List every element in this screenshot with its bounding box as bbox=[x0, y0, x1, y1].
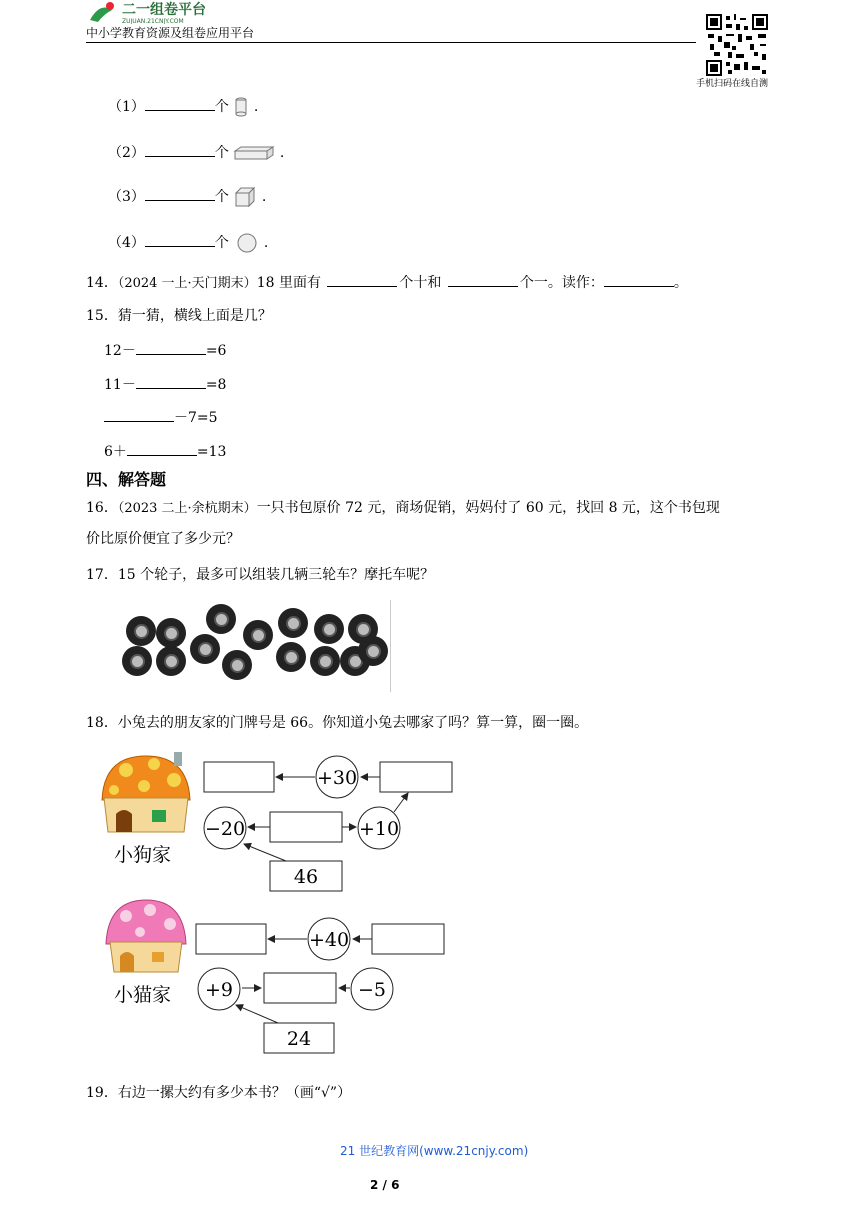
platform-logo bbox=[86, 0, 286, 24]
answer-blank[interactable] bbox=[136, 340, 206, 355]
answer-blank[interactable] bbox=[145, 186, 215, 201]
answer-blank[interactable] bbox=[448, 272, 518, 287]
qr-code[interactable] bbox=[706, 14, 768, 76]
question-14: 14．（2024 一上·天门期末）18 里面有 个十和 个一。读作： 。 bbox=[86, 272, 688, 292]
page-number: 2 / 6 bbox=[370, 1178, 400, 1192]
cube-icon bbox=[233, 186, 257, 208]
answer-box[interactable] bbox=[196, 924, 266, 954]
op-label: +40 bbox=[308, 929, 350, 951]
svg-text:二一组卷平台: 二一组卷平台 bbox=[122, 2, 206, 18]
start-number: 46 bbox=[293, 866, 319, 888]
question-17: 17．15 个轮子，最多可以组装几辆三轮车？摩托车呢？ bbox=[86, 567, 435, 583]
wheel-icon bbox=[278, 608, 308, 638]
wheel-icon bbox=[276, 642, 306, 672]
answer-blank[interactable] bbox=[327, 272, 397, 287]
q15-row-3: －7=5 bbox=[104, 407, 218, 427]
q13-item-2: （2） 个 . bbox=[108, 142, 284, 162]
answer-blank[interactable] bbox=[145, 96, 215, 111]
wheel-icon bbox=[126, 616, 156, 646]
op-label: +30 bbox=[316, 767, 358, 789]
wheel-icon bbox=[190, 634, 220, 664]
qr-caption: 手机扫码在线自测 bbox=[696, 79, 769, 89]
house-puzzle-diagram bbox=[96, 748, 460, 1066]
q15-row-4: 6＋ =13 bbox=[104, 441, 226, 461]
question-16-line-2: 价比原价便宜了多少元？ bbox=[86, 531, 240, 547]
wheel-icon bbox=[122, 646, 152, 676]
answer-blank[interactable] bbox=[145, 232, 215, 247]
answer-blank[interactable] bbox=[127, 441, 197, 456]
op-label: +10 bbox=[358, 818, 400, 840]
q13-item-4: （4） 个 . bbox=[108, 232, 268, 254]
cat-house-label: 小猫家 bbox=[114, 984, 172, 1006]
start-number: 24 bbox=[286, 1028, 312, 1050]
question-19: 19．右边一摞大约有多少本书？（画“√”） bbox=[86, 1085, 352, 1101]
wheel-icon bbox=[222, 650, 252, 680]
dog-house-label: 小狗家 bbox=[114, 844, 172, 866]
op-label: +9 bbox=[204, 979, 234, 1001]
answer-box[interactable] bbox=[264, 973, 336, 1003]
wheel-icon bbox=[206, 604, 236, 634]
answer-blank[interactable] bbox=[136, 374, 206, 389]
q15-row-2: 11－ =8 bbox=[104, 374, 226, 394]
op-label: −5 bbox=[357, 979, 387, 1001]
wheel-icon bbox=[156, 646, 186, 676]
footer-site[interactable]: 21 世纪教育网(www.21cnjy.com) bbox=[340, 1144, 529, 1158]
section-heading: 四、解答题 bbox=[86, 470, 167, 489]
question-18: 18．小兔去的朋友家的门牌号是 66。你知道小兔去哪家了吗？算一算，圈一圈。 bbox=[86, 715, 589, 731]
q13-item-1: （1） 个 . bbox=[108, 96, 258, 118]
q15-row-1: 12－ =6 bbox=[104, 340, 226, 360]
answer-blank[interactable] bbox=[104, 407, 174, 422]
wheel-icon bbox=[310, 646, 340, 676]
op-label: −20 bbox=[204, 818, 246, 840]
cat-house-icon[interactable] bbox=[106, 900, 186, 972]
cuboid-icon bbox=[233, 145, 275, 161]
answer-box[interactable] bbox=[270, 812, 342, 842]
wheel-icon bbox=[314, 614, 344, 644]
answer-box[interactable] bbox=[380, 762, 452, 792]
sphere-icon bbox=[233, 232, 259, 254]
wheel-icon bbox=[156, 618, 186, 648]
header-subtitle: 中小学教育资源及组卷应用平台 bbox=[86, 26, 255, 40]
answer-blank[interactable] bbox=[145, 142, 215, 157]
cylinder-icon bbox=[233, 96, 249, 118]
q13-item-3: （3） 个 . bbox=[108, 186, 266, 208]
svg-text:ZUJUAN.21CNJY.COM: ZUJUAN.21CNJY.COM bbox=[122, 18, 184, 24]
answer-box[interactable] bbox=[204, 762, 274, 792]
question-16-line-1: 16．（2023 二上·余杭期末）一只书包原价 72 元，商场促销，妈妈付了 60 元，找回 8 元，这个书包现 bbox=[86, 500, 720, 516]
header-divider bbox=[86, 42, 696, 43]
answer-box[interactable] bbox=[372, 924, 444, 954]
answer-blank[interactable] bbox=[604, 272, 674, 287]
dog-house-icon[interactable] bbox=[102, 752, 190, 832]
question-15-title: 15．猜一猜，横线上面是几？ bbox=[86, 308, 272, 324]
wheel-icon bbox=[358, 636, 388, 666]
wheels-image bbox=[118, 600, 391, 692]
wheel-icon bbox=[243, 620, 273, 650]
